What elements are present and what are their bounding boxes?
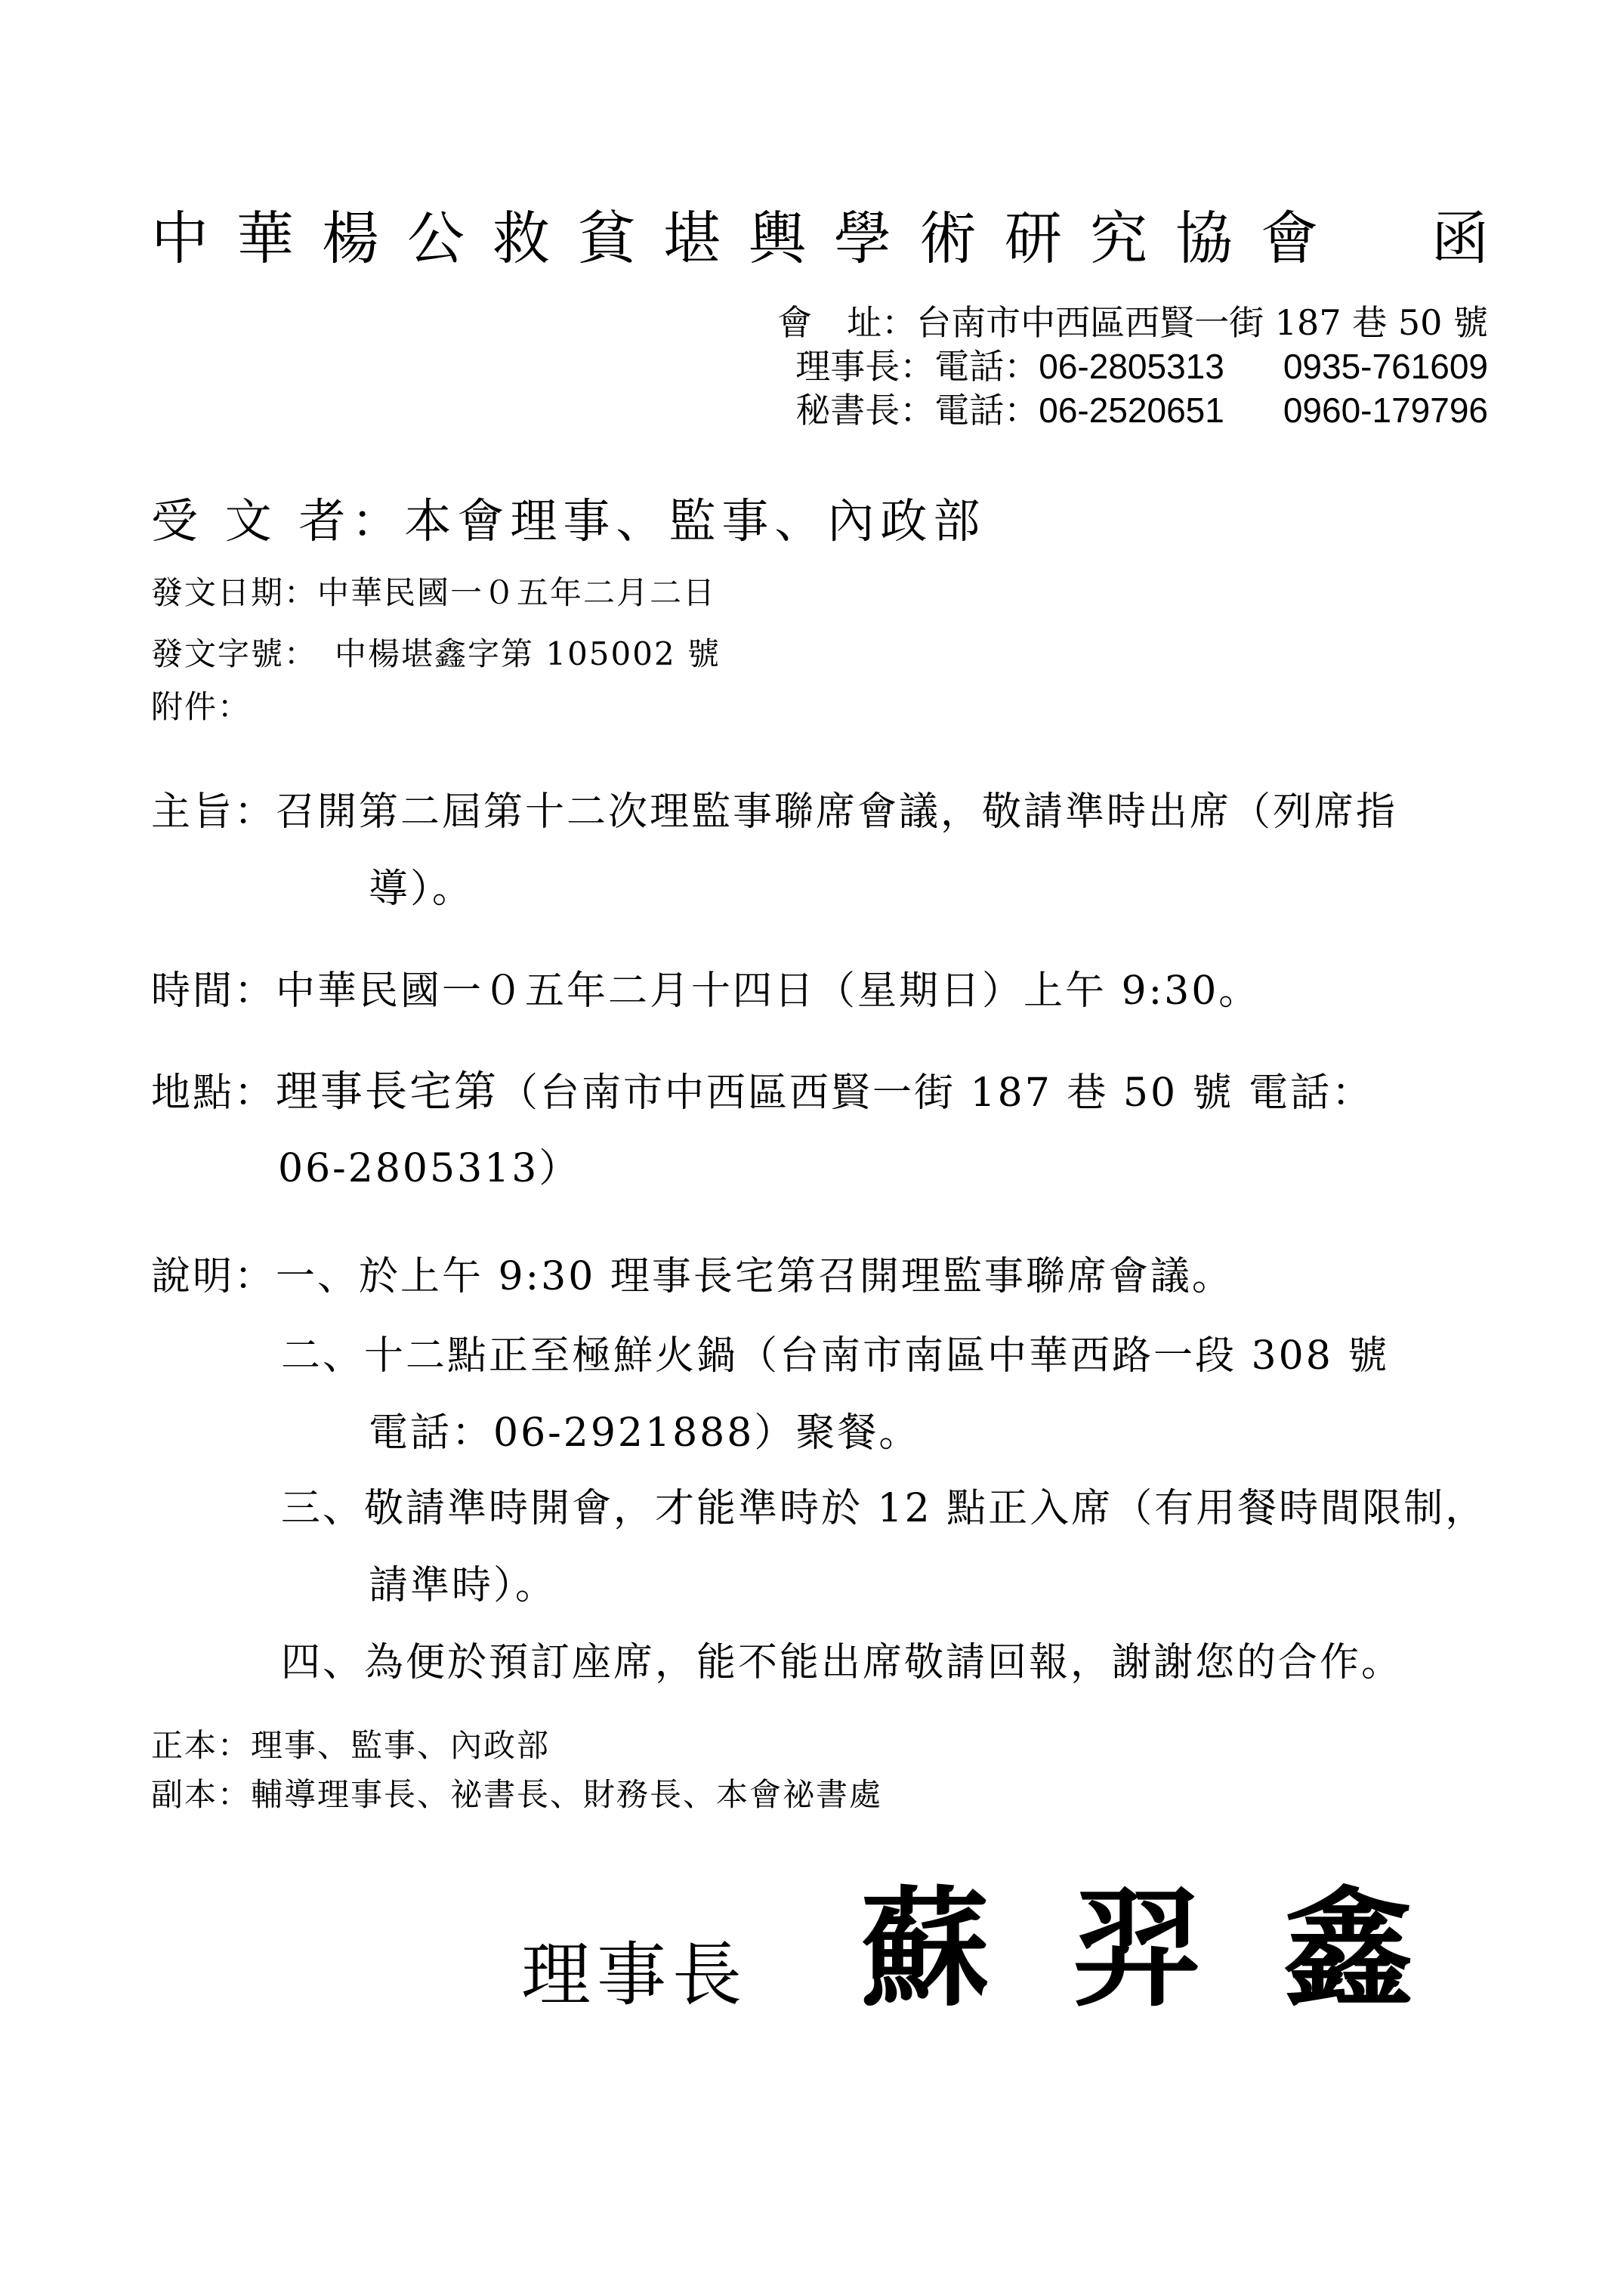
secretary-label: 秘書長：電話： xyxy=(795,390,1039,431)
location-label: 地點： xyxy=(151,1070,276,1116)
attachment: 附件： xyxy=(151,688,252,725)
document-number: 發文字號： 中楊堪鑫字第 105002 號 xyxy=(151,635,721,672)
explanation-item-4: 四、為便於預訂座席，能不能出席敬請回報，謝謝您的合作。 xyxy=(281,1640,1403,1685)
chairman-phone: 06-2805313 xyxy=(1039,347,1224,386)
chairman-contact xyxy=(795,344,1488,388)
recipient: 受 文 者：本會理事、監事、內政部 xyxy=(151,493,986,548)
location-line-2: 06-2805313） xyxy=(278,1146,581,1191)
explanation-item-3-line-2: 請準時）。 xyxy=(369,1563,557,1608)
secretary-contact xyxy=(795,388,1488,432)
subject-line-2: 導）。 xyxy=(369,866,474,912)
copy-distribution: 副本：輔導理事長、祕書長、財務長、本會祕書處 xyxy=(151,1776,883,1813)
signature-name: 蘇羿鑫 xyxy=(861,1873,1496,2025)
chairman-mobile: 0935-761609 xyxy=(1283,347,1488,386)
meeting-time: 時間：中華民國一０五年二月十四日（星期日）上午 9:30。 xyxy=(151,968,1261,1014)
explanation-item-2-line-2: 電話：06-2921888）聚餐。 xyxy=(369,1410,921,1456)
meeting-location xyxy=(151,1065,1373,1120)
chairman-label: 理事長：電話： xyxy=(795,346,1039,387)
signature-title: 理事長 xyxy=(521,1935,749,2015)
explanation-item-3-line-1: 三、敬請準時開會，才能準時於 12 點正入席（有用餐時間限制， xyxy=(281,1486,1487,1531)
issue-date: 發文日期：中華民國一０五年二月二日 xyxy=(151,574,717,611)
secretary-phone: 06-2520651 xyxy=(1039,391,1224,430)
explanation-item-1: 說明：一、於上午 9:30 理事長宅第召開理監事聯席會議。 xyxy=(151,1254,1233,1299)
association-address: 會 址：台南市中西區西賢一街 187 巷 50 號 xyxy=(777,302,1488,343)
secretary-mobile: 0960-179796 xyxy=(1283,391,1488,430)
location-place: 理事長宅第 xyxy=(276,1067,499,1115)
document-title: 中華楊公救貧堪輿學術研究協會 函 xyxy=(151,205,1517,272)
subject-line-1: 主旨：召開第二屆第十二次理監事聯席會議，敬請準時出席（列席指 xyxy=(151,789,1398,835)
original-distribution: 正本：理事、監事、內政部 xyxy=(151,1727,551,1764)
location-detail: （台南市中西區西賢一街 187 巷 50 號 電話： xyxy=(499,1070,1374,1116)
explanation-item-2-line-1: 二、十二點正至極鮮火鍋（台南市南區中華西路一段 308 號 xyxy=(281,1333,1390,1379)
